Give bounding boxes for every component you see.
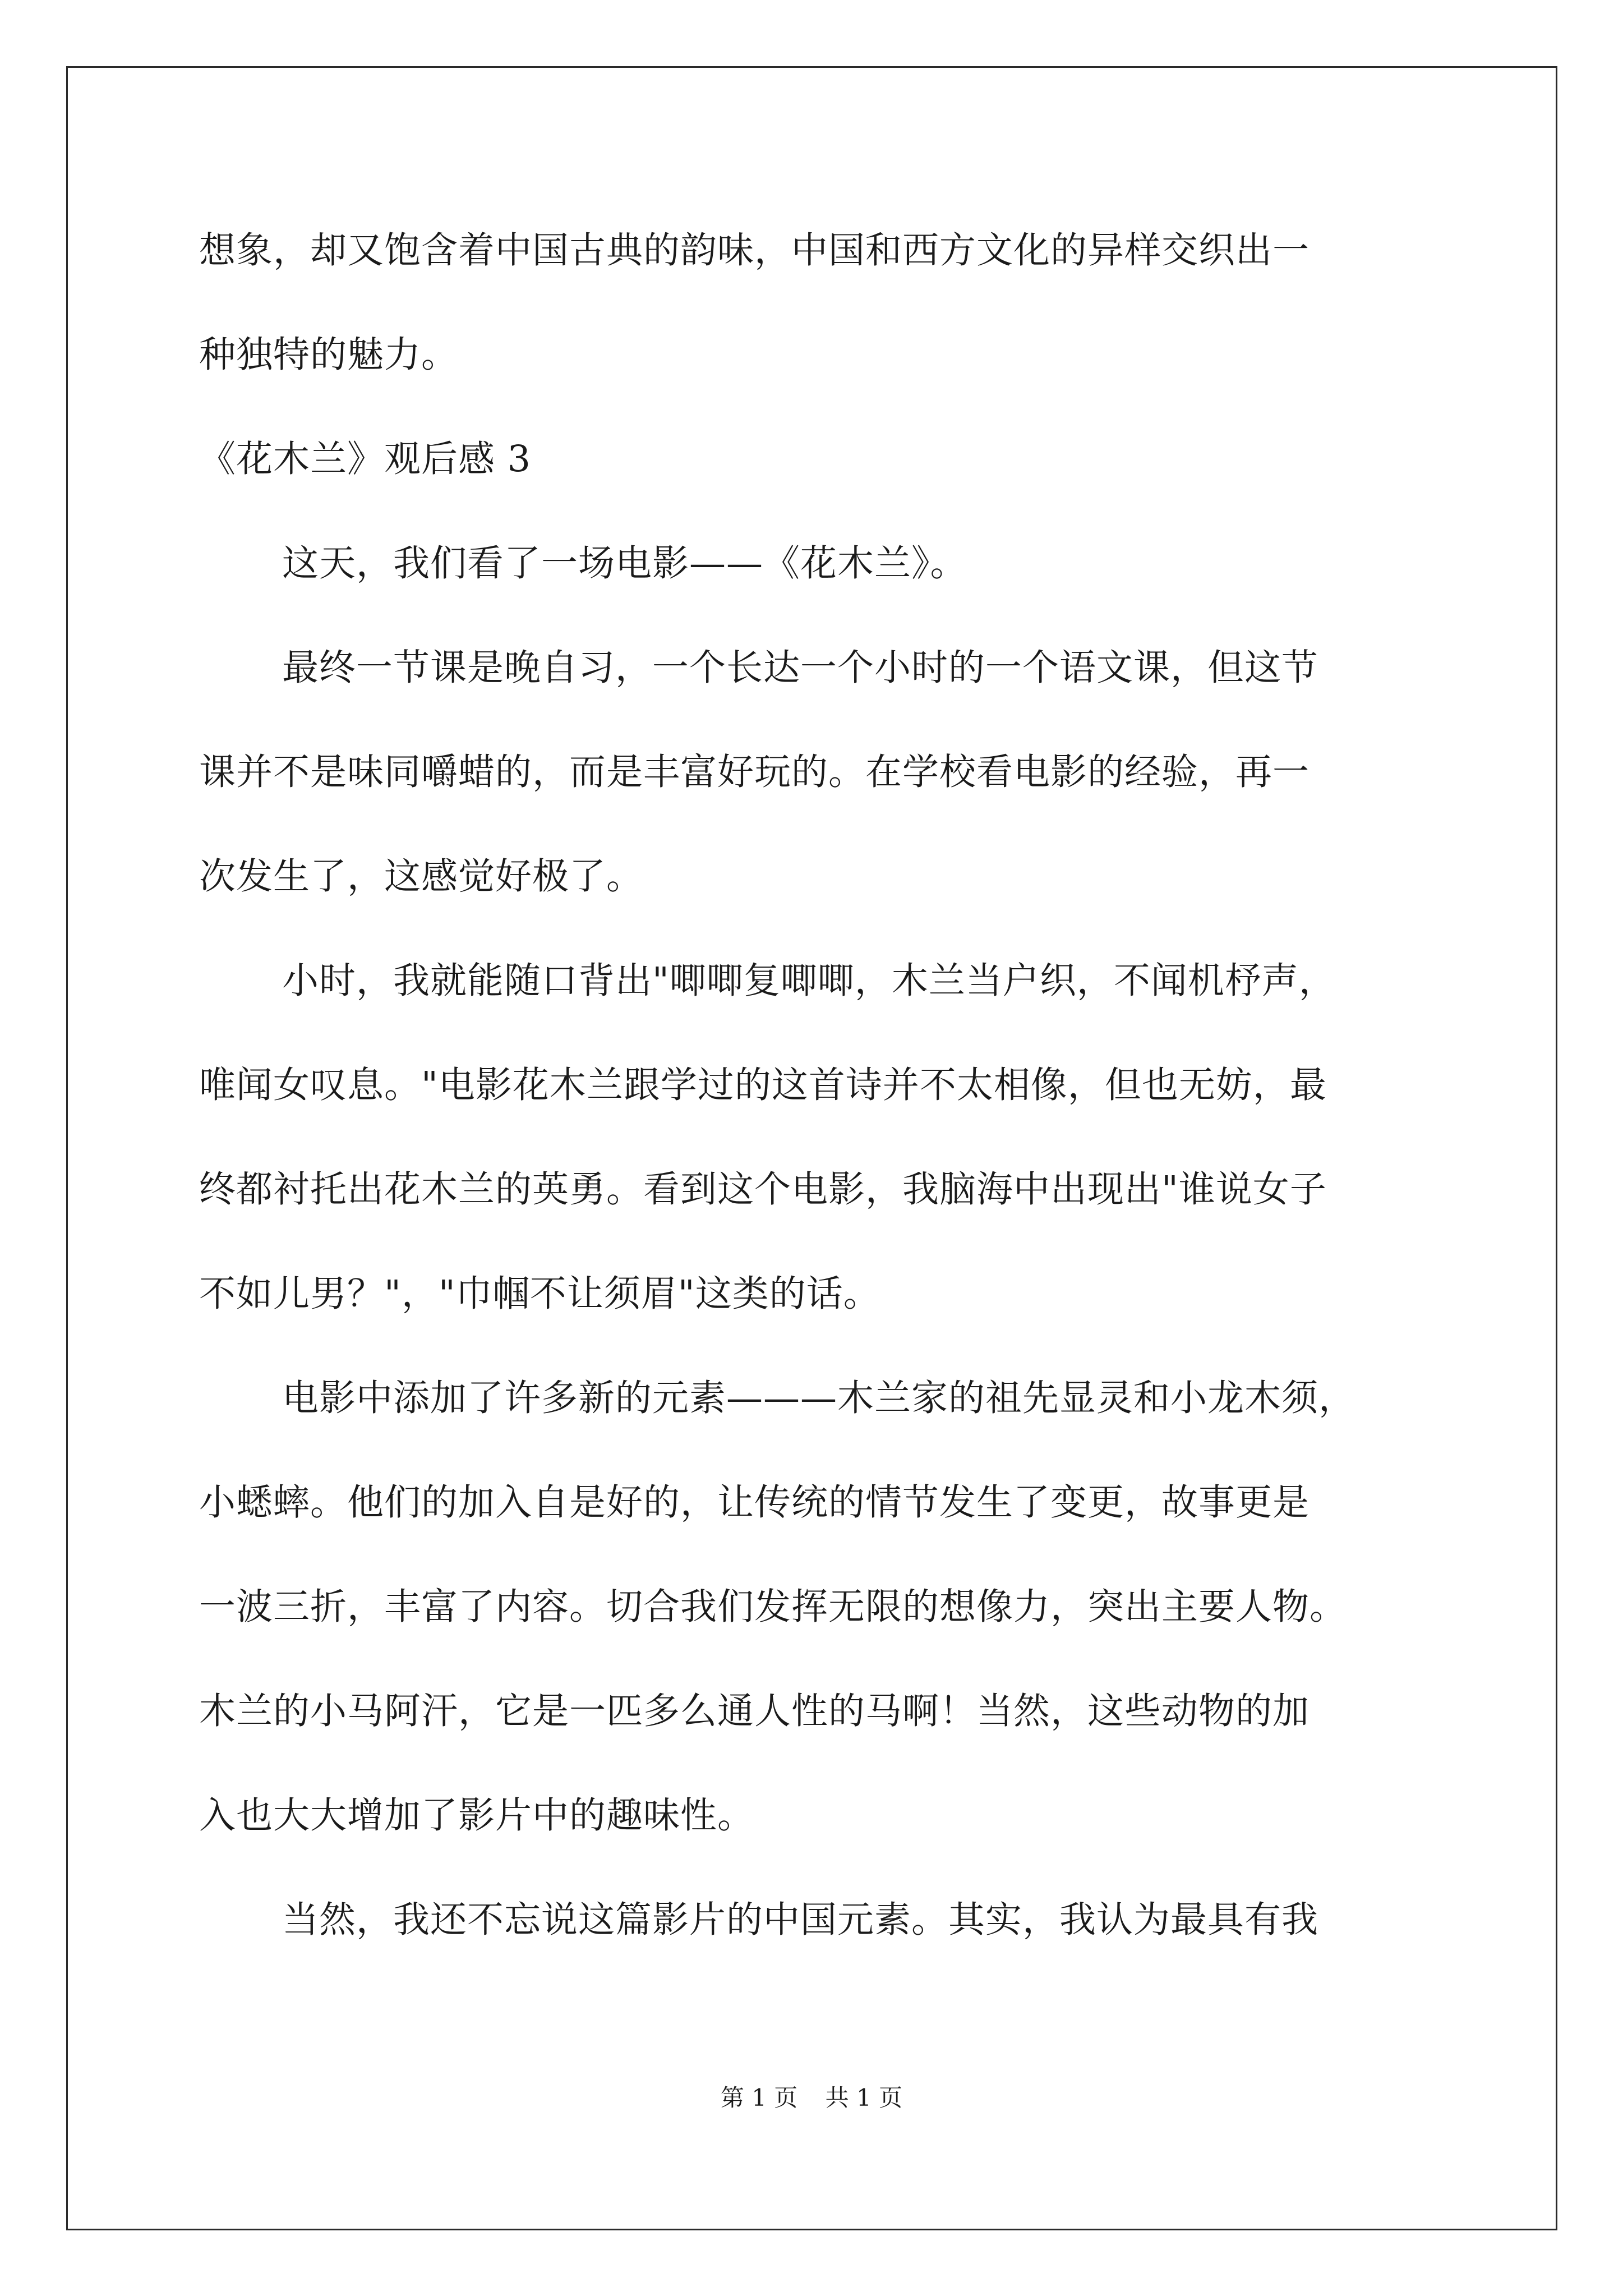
text-line: 不如儿男？"，"巾帼不让须眉"这类的话。 [199,1273,880,1315]
text-line: 这天，我们看了一场电影——《花木兰》。 [282,542,967,585]
page-total: 共 1 页 [825,2084,903,2111]
text-line: 种独特的魅力。 [199,334,459,376]
text-line: 木兰的小马阿汗，它是一匹多么通人性的马啊！当然，这些动物的加 [199,1690,1310,1732]
text-line: 想象，却又饱含着中国古典的韵味，中国和西方文化的异样交织出一 [199,229,1310,272]
page-number: 第 1 页 [720,2084,798,2111]
text-line: 当然，我还不忘说这篇影片的中国元素。其实，我认为最具有我 [282,1899,1319,1941]
page-footer [0,2081,1623,2115]
document-body [199,199,1433,1972]
text-line: 小时，我就能随口背出"唧唧复唧唧，木兰当户织，不闻机杼声， [282,960,1336,1002]
text-line: 次发生了，这感觉好极了。 [199,855,644,898]
text-line: 入也大大增加了影片中的趣味性。 [199,1795,755,1837]
section-title: 《花木兰》观后感 3 [199,438,532,480]
text-line: 课并不是味同嚼蜡的，而是丰富好玩的。在学校看电影的经验，再一 [199,751,1310,793]
text-line: 一波三折，丰富了内容。切合我们发挥无限的想像力，突出主要人物。 [199,1586,1347,1628]
text-line: 小蟋蟀。他们的加入自是好的，让传统的情节发生了变更，故事更是 [199,1481,1310,1524]
text-line: 终都衬托出花木兰的英勇。看到这个电影，我脑海中出现出"谁说女子 [199,1168,1327,1211]
text-line: 电影中添加了许多新的元素———木兰家的祖先显灵和小龙木须， [282,1377,1356,1419]
text-line: 最终一节课是晚自习，一个长达一个小时的一个语文课，但这节 [282,647,1319,689]
text-line: 唯闻女叹息。"电影花木兰跟学过的这首诗并不太相像，但也无妨，最 [199,1064,1327,1106]
